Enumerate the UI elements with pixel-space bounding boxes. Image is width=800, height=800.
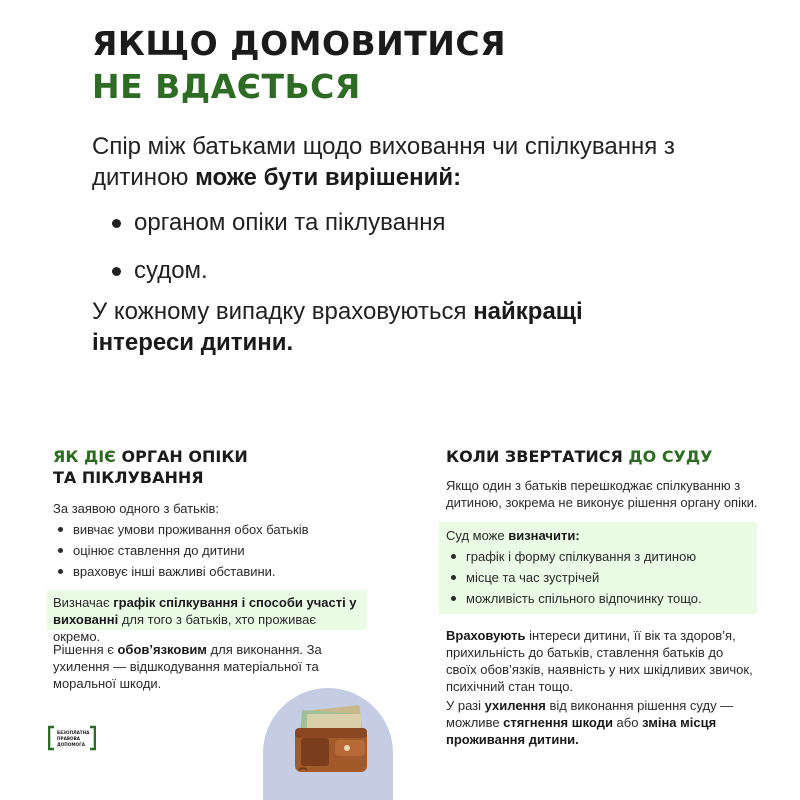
left-lead: За заявою одного з батьків: [53,501,219,516]
right-list [446,547,702,610]
right-consider-text [446,627,756,695]
right-heading-green: ДО СУДУ [628,447,713,466]
left-heading-line2: ТА ПІКЛУВАННЯ [53,468,204,487]
intro-paragraph [92,131,732,193]
best-bold: найкращі інтереси дитини. [92,298,583,356]
left-heading-rest: ОРГАН ОПІКИ [121,447,248,466]
list-item: можливість спільного відпочинку тощо. [446,589,702,610]
intro-list [110,204,445,300]
logo-line-2: ПРАВОВА [57,736,80,741]
decision-start: Рішення є [53,642,118,657]
consider-bold: Враховують [446,628,526,643]
highlight-text-start: Визначає [53,595,114,610]
left-highlight-text [53,594,363,645]
decision-end: для виконання. За ухилення — відшкодування матеріальної та моральної шкоди. [53,642,322,691]
best-interests-paragraph [92,296,652,358]
logo-line-1: БЕЗОПЛАТНА [57,730,90,735]
box-lead-start: Суд може [446,528,509,543]
list-item: графік і форму спілкування з дитиною [446,547,702,568]
highlight-bold: графік спілкування і способи участі у вихованні [53,595,357,627]
left-heading-green: ЯК ДІЄ [53,447,116,466]
logo-brackets-icon [48,725,96,751]
right-lead: Якщо один з батьків перешкоджає спілкуванню з дитиною, зокрема не виконує рішення органу опіки. [446,478,758,510]
intro-bold: може бути вирішений: [195,164,462,191]
right-evasion-text [446,697,756,748]
list-item: судом. [110,252,445,300]
list-item: враховує інші важливі обставини. [53,562,309,583]
evasion-bold-1: ухилення [484,698,546,713]
right-box-lead [446,527,580,544]
right-heading [446,446,712,467]
decision-bold: обов’язковим [117,642,207,657]
title-line-1: ЯКЩО ДОМОВИТИСЯ [92,24,507,63]
left-decision-text [53,641,373,692]
title-line-2: НЕ ВДАЄТЬСЯ [92,67,361,106]
consider-end: інтереси дитини, її вік та здоров’я, прихильність до батьків, ставлення батьків до своїх обов’язків, наявність у них шкідливих звичок, психічний стан тощо. [446,628,753,694]
intro-text: Спір між батьками щодо виховання чи спілкування з дитиною [92,133,675,191]
evasion-mid-1: від виконання рішення суду — можливе [446,698,734,730]
list-item: оцінює ставлення до дитини [53,541,309,562]
right-heading-rest: КОЛИ ЗВЕРТАТИСЯ [446,447,623,466]
evasion-bold-2: стягнення шкоди [503,715,613,730]
best-text: У кожному випадку враховуються [92,298,474,325]
logo-line-3: ДОПОМОГА [57,742,85,747]
page-title [92,22,506,108]
left-list [53,520,309,583]
evasion-bold-3: зміна місця проживання дитини. [446,715,717,747]
wallet-icon [287,700,377,778]
list-item: органом опіки та піклування [110,204,445,252]
evasion-mid-2: або [612,715,643,730]
list-item: місце та час зустрічей [446,568,702,589]
legal-aid-logo [48,725,96,751]
evasion-start: У разі [446,698,485,713]
list-item: вивчає умови проживання обох батьків [53,520,309,541]
highlight-text-end: для того з батьків, хто проживає окремо. [53,612,317,644]
left-heading [53,446,248,488]
box-lead-bold: визначити: [508,528,580,543]
